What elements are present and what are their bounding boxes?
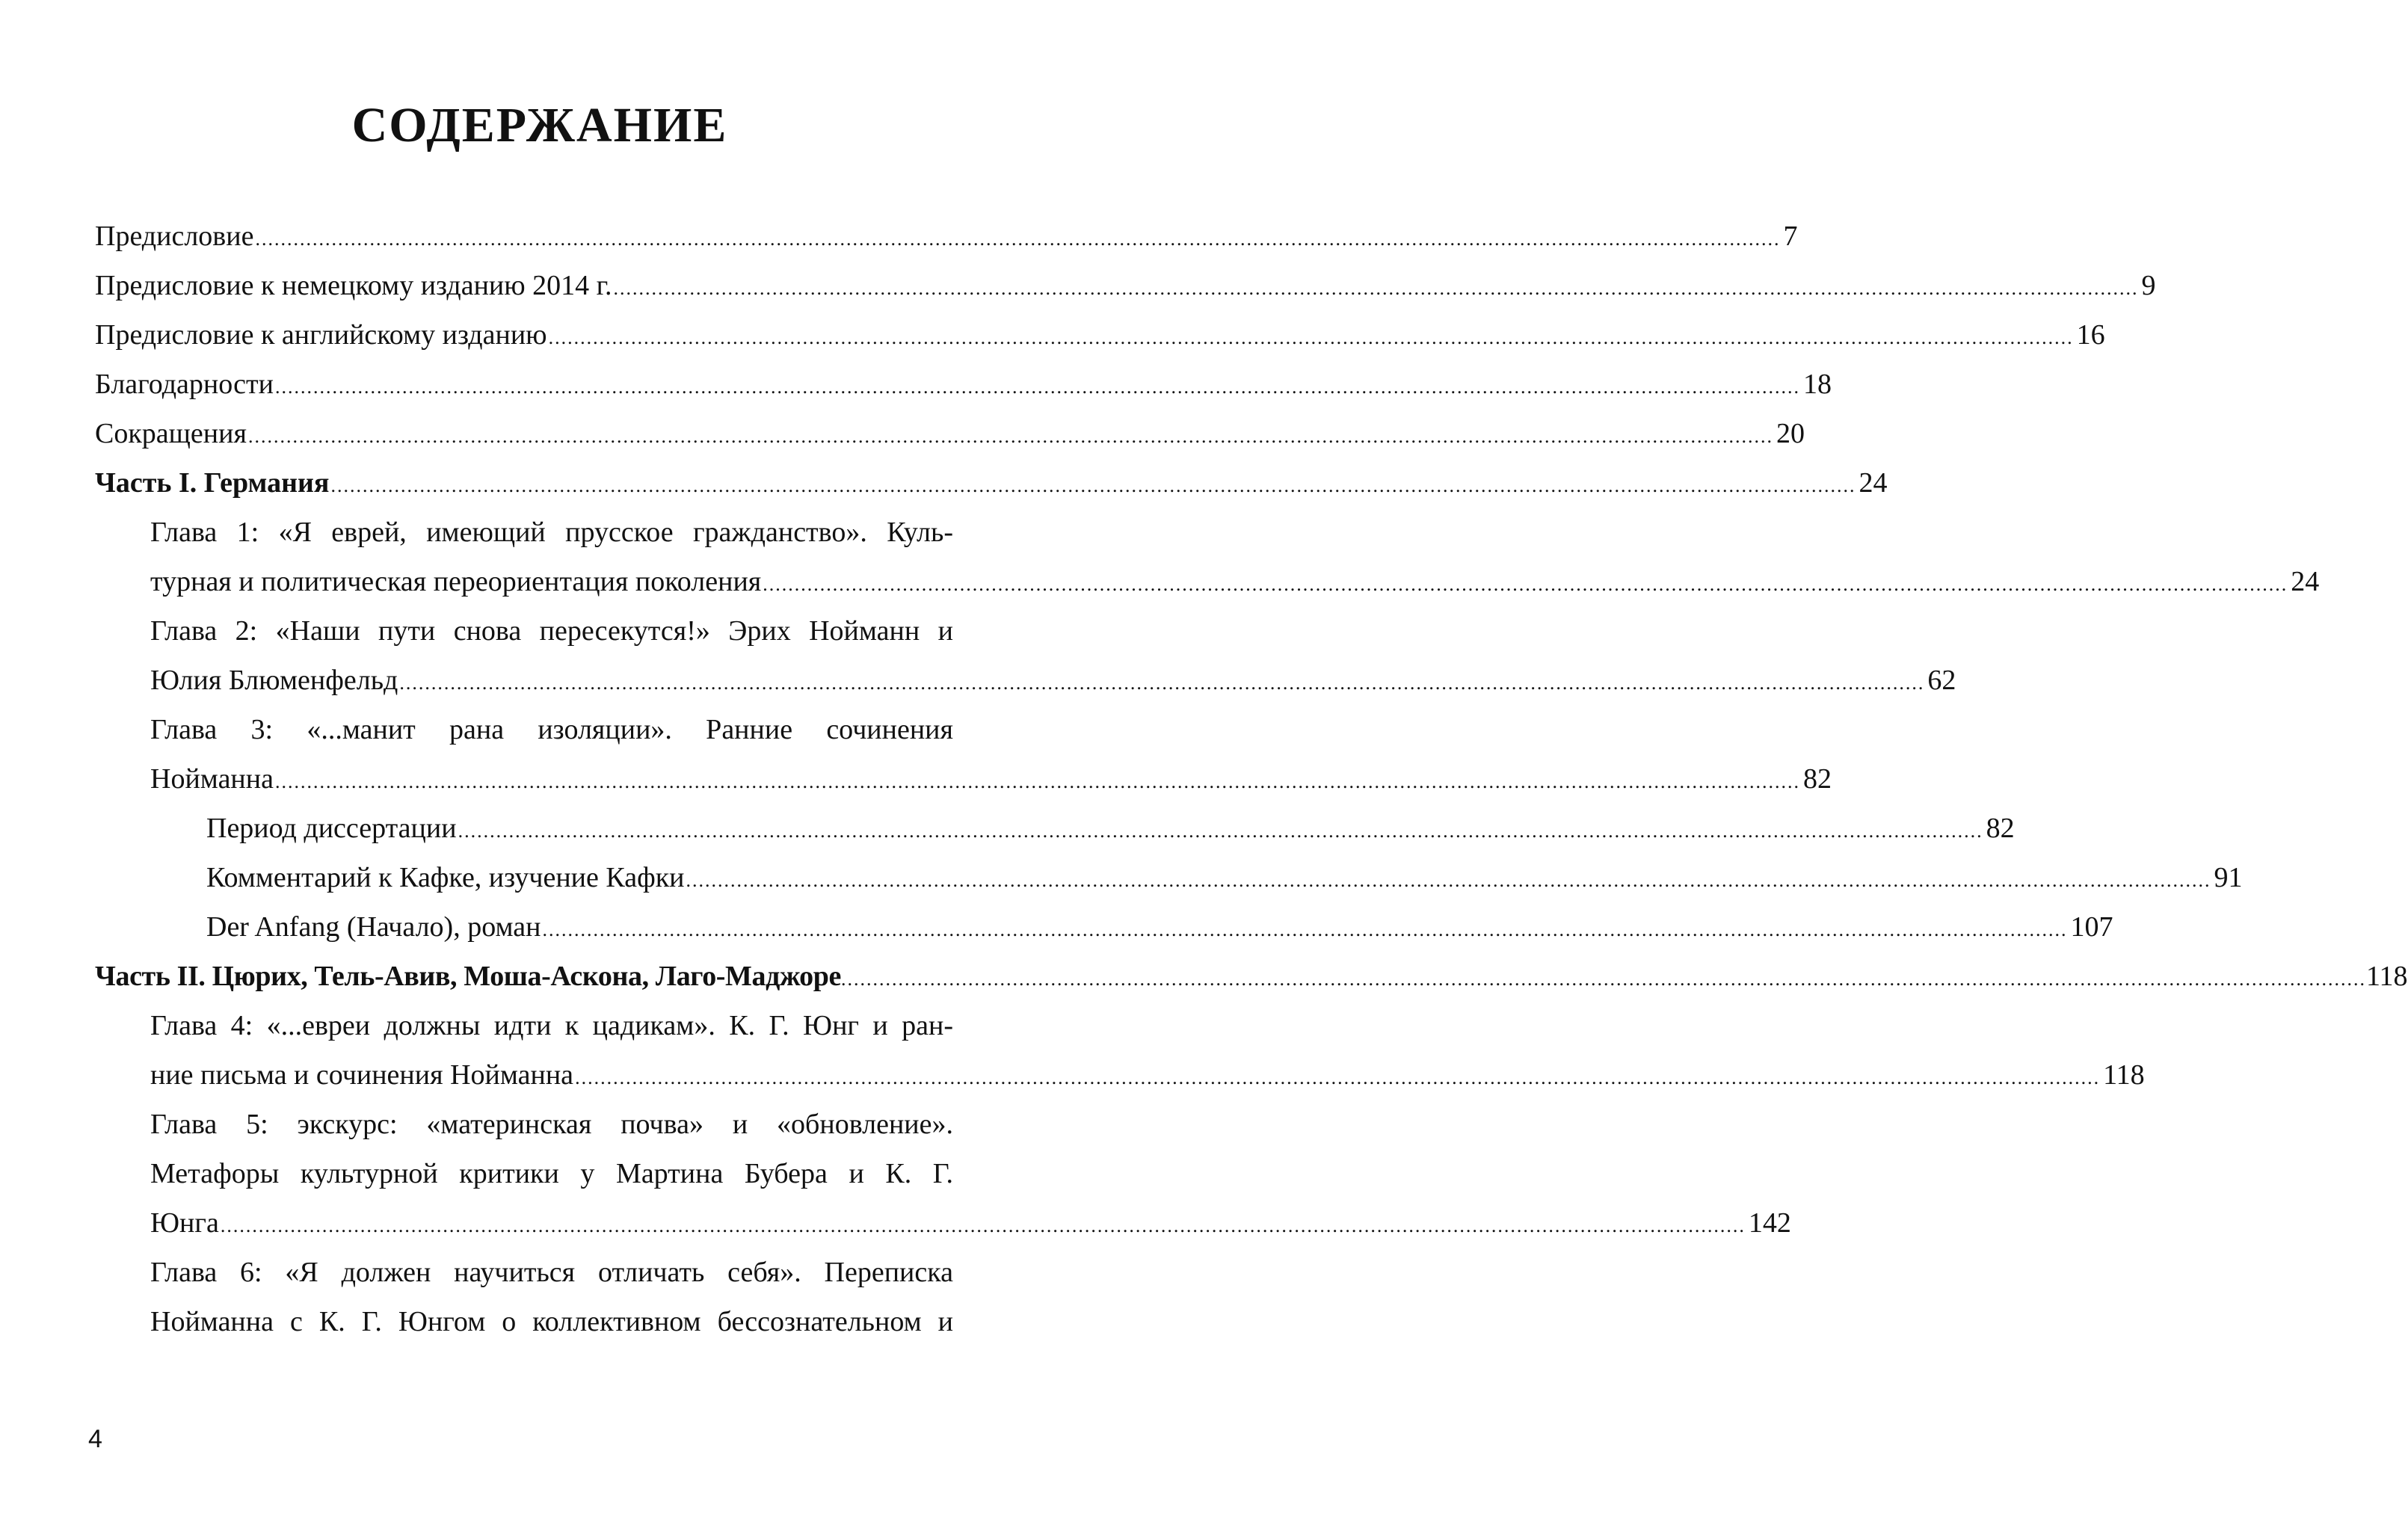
toc-entry-title: Юнга [150, 1207, 219, 1239]
toc-entry-title: Комментарий к Кафке, изучение Кафки [206, 862, 685, 893]
toc-entry-title: Нойманна [150, 763, 274, 795]
toc-entry [95, 1050, 2145, 1100]
toc-entry-title: Предисловие к немецкому изданию 2014 г. [95, 270, 612, 301]
toc-entry-page: 20 [1776, 418, 1805, 449]
toc-entry-page: 62 [1927, 665, 1956, 696]
toc-part-heading [95, 458, 1888, 508]
toc-entry-line [95, 1297, 953, 1346]
toc-entry-title: Предисловие [95, 221, 254, 252]
toc-entry-page: 82 [1986, 813, 2015, 844]
toc-part-heading [95, 952, 2408, 1001]
toc-entry-page: 107 [2070, 911, 2113, 943]
toc-entry-page: 24 [2291, 566, 2320, 597]
toc-entry-title: Предисловие к английскому изданию [95, 319, 547, 351]
toc-entry-page: 82 [1802, 763, 1832, 795]
dot-leader: ................................................................................................................................................................................................................................................ [247, 425, 1773, 447]
dot-leader: ................................................................................................................................................................................................................................................ [686, 869, 2211, 891]
toc-entry-line [95, 705, 953, 754]
toc-entry-title: Глава 1: «Я еврей, имеющий прусское гражданство». Куль- [150, 517, 953, 548]
toc-entry-title: Глава 6: «Я должен научиться отличать себя». Переписка [150, 1257, 953, 1288]
toc-entry [95, 310, 2105, 360]
toc-entry-line [95, 508, 953, 557]
dot-leader: ................................................................................................................................................................................................................................................ [220, 1215, 1746, 1236]
toc-entry-line [95, 1149, 953, 1198]
toc-entry-title: Период диссертации [206, 813, 457, 844]
toc-entry-title: Глава 2: «Наши пути снова пересекутся!» Эрих Нойманн и [150, 615, 953, 647]
dot-leader: ................................................................................................................................................................................................................................................ [548, 327, 2074, 348]
toc-entry-line [95, 1248, 953, 1297]
toc-entry-title: Глава 5: экскурс: «материнская почва» и «обновление». [150, 1109, 953, 1140]
toc-entry-line [95, 1100, 953, 1149]
toc-entry [95, 853, 2243, 902]
toc-entry-page: 118 [2365, 961, 2408, 992]
toc-entry-page: 7 [1783, 221, 1798, 252]
page-number: 4 [88, 1425, 102, 1453]
toc-entry [95, 902, 2113, 952]
toc-entry-title: ние письма и сочинения Нойманна [150, 1059, 574, 1091]
toc-entry-title: Благодарности [95, 369, 274, 400]
dot-leader: ................................................................................................................................................................................................................................................ [458, 820, 1983, 842]
dot-leader: ................................................................................................................................................................................................................................................ [255, 228, 1781, 250]
dot-leader: ................................................................................................................................................................................................................................................ [399, 672, 1925, 694]
toc-entry [95, 1198, 1791, 1248]
toc-entry [95, 212, 1798, 261]
dot-leader: ................................................................................................................................................................................................................................................ [840, 968, 2366, 990]
toc-entry [95, 360, 1832, 409]
page-title: СОДЕРЖАНИЕ [351, 98, 728, 153]
toc-entry [95, 804, 2015, 853]
table-of-contents [95, 212, 2408, 1346]
toc-entry-page: 24 [1859, 467, 1888, 499]
toc-entry-page: 16 [2076, 319, 2105, 351]
toc-entry-title: Часть II. Цюрих, Тель-Авив, Моша-Аскона, Лаго-Маджоре [95, 961, 841, 992]
toc-entry-page: 9 [2141, 270, 2156, 301]
toc-entry-title: Der Anfang (Начало), роман [206, 911, 541, 943]
toc-entry-page: 118 [2103, 1059, 2145, 1091]
dot-leader: ................................................................................................................................................................................................................................................ [274, 771, 1800, 792]
toc-entry [95, 261, 2156, 310]
dot-leader: ................................................................................................................................................................................................................................................ [763, 573, 2288, 595]
toc-entry [95, 409, 1805, 458]
dot-leader: ................................................................................................................................................................................................................................................ [542, 919, 2068, 940]
toc-entry-line [95, 1001, 953, 1050]
toc-entry-title: Юлия Блюменфельд [150, 665, 398, 696]
toc-entry-line [95, 606, 953, 656]
toc-entry-title: Нойманна с К. Г. Юнгом о коллективном бессознательном и [150, 1306, 953, 1337]
toc-entry-title: Глава 4: «...евреи должны идти к цадикам». К. Г. Юнг и ран- [150, 1010, 953, 1041]
toc-entry-title: турная и политическая переориентация поколения [150, 566, 762, 597]
toc-entry [95, 754, 1832, 804]
dot-leader: ................................................................................................................................................................................................................................................ [575, 1067, 2101, 1088]
toc-entry [95, 557, 2320, 606]
toc-entry-title: Часть I. Германия [95, 467, 330, 499]
toc-entry-title: Глава 3: «...манит рана изоляции». Ранние сочинения [150, 714, 953, 745]
toc-entry-title: Сокращения [95, 418, 247, 449]
toc-entry-page: 18 [1802, 369, 1832, 400]
dot-leader: ................................................................................................................................................................................................................................................ [274, 376, 1800, 398]
toc-entry-page: 142 [1748, 1207, 1791, 1239]
toc-entry-page: 91 [2214, 862, 2243, 893]
dot-leader: ................................................................................................................................................................................................................................................ [330, 475, 1856, 496]
toc-entry [95, 656, 1956, 705]
dot-leader: ................................................................................................................................................................................................................................................ [613, 277, 2139, 299]
toc-entry-title: Метафоры культурной критики у Мартина Бубера и К. Г. [150, 1158, 953, 1189]
